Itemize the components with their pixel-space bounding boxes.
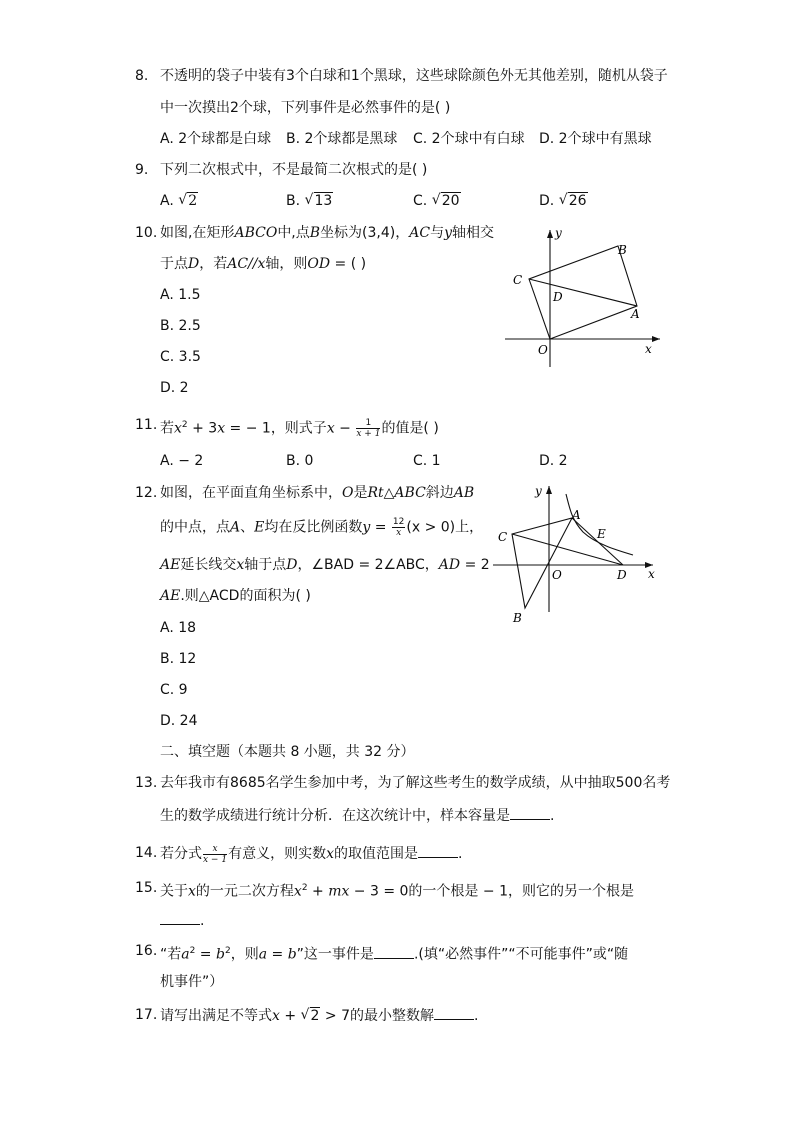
option-b: B. 2个球都是黑球: [286, 131, 398, 147]
question-text: 不透明的袋子中装有3个白球和1个黑球，这些球除颜色外无其他差别，随机从袋子: [160, 68, 668, 84]
answer-blank[interactable]: [160, 910, 200, 925]
section-title: 二、填空题（本题共 8 小题，共 32 分）: [160, 744, 415, 760]
option-label: C.: [413, 193, 428, 209]
label-a: A: [631, 307, 640, 321]
label-y: y: [535, 484, 542, 498]
label-x: x: [648, 567, 655, 581]
option-d: D. 2: [539, 453, 568, 469]
option-b: B. 0: [286, 453, 314, 469]
question-text: 生的数学成绩进行统计分析．在这次统计中，样本容量是 .: [160, 805, 554, 826]
radicand: 13: [314, 193, 333, 209]
question-number: 15.: [135, 880, 158, 896]
option-c: C. 1: [413, 453, 441, 469]
y-arrow-icon: [546, 486, 552, 494]
option-d: D. 2个球中有黑球: [539, 131, 652, 147]
option-b: B. 12: [160, 651, 197, 667]
question-text: 机事件”）: [160, 974, 224, 990]
figure-q10: [500, 222, 670, 372]
label-c: C: [498, 530, 508, 544]
radicand: 26: [568, 193, 587, 209]
question-number: 12.: [135, 485, 158, 501]
label-e: E: [597, 527, 606, 541]
option-c: C. 9: [160, 682, 188, 698]
option-c: C. 2个球中有白球: [413, 131, 525, 147]
question-text: 下列二次根式中，不是最简二次根式的是( ): [160, 162, 428, 178]
question-text: AE.则△ACD的面积为( ): [160, 588, 311, 604]
label-b: B: [618, 243, 627, 257]
sqrt-expression: √ 2: [301, 1006, 321, 1026]
option-b: [286, 191, 333, 211]
question-number: 16.: [135, 943, 158, 959]
question-text: AE延长线交x轴于点D，∠BAD = 2∠ABC，AD = 2: [160, 557, 490, 573]
radicand: 2: [188, 193, 198, 209]
option-d: D. 2: [160, 380, 189, 396]
question-text: 的中点，点A、E均在反比例函数y = $\frac{12}{x}$ (x > 0)上，: [160, 517, 484, 538]
question-number: 14.: [135, 845, 158, 861]
fraction: $\frac{x}{x - 1}$: [203, 843, 228, 865]
segment-ac: [529, 279, 637, 306]
question-text: .: [160, 910, 204, 931]
answer-blank[interactable]: [374, 944, 414, 959]
answer-blank[interactable]: [434, 1005, 474, 1020]
y-arrow-icon: [547, 230, 553, 238]
label-a: A: [572, 508, 581, 522]
option-d: D. 24: [160, 713, 198, 729]
label-y: y: [555, 226, 562, 240]
option-a: [160, 191, 198, 211]
label-o: O: [552, 568, 562, 582]
label-b: B: [513, 611, 522, 625]
question-text: 若$x^2 + 3x$ = − 1，则式子x − $\frac{1}{x + 1}$ 的值是( ): [160, 418, 439, 440]
question-text: 关于x的一元二次方程$x^2$ + mx − 3 = 0的一个根是 − 1，则它的另一个根是: [160, 883, 634, 900]
label-d: D: [553, 290, 563, 304]
question-text: “若$a^2 = b^2$，则a = b”这一事件是 .(填“必然事件”“不可能事件”或“随: [160, 941, 628, 965]
question-number: 17.: [135, 1007, 158, 1023]
triangle-abc: [512, 518, 572, 608]
answer-blank[interactable]: [510, 805, 550, 820]
x-arrow-icon: [652, 336, 660, 342]
option-a: A. 2个球都是白球: [160, 131, 272, 147]
question-number: 10.: [135, 225, 158, 241]
option-c: C. 3.5: [160, 349, 201, 365]
question-text: 去年我市有8685名学生参加中考，为了解这些考生的数学成绩，从中抽取500名考: [160, 775, 671, 791]
label-x: x: [645, 342, 652, 356]
option-label: A.: [160, 193, 174, 209]
question-number: 9.: [135, 162, 149, 178]
option-a: A. − 2: [160, 453, 204, 469]
question-number: 8.: [135, 68, 149, 84]
option-a: A. 1.5: [160, 287, 201, 303]
question-text: 如图,在矩形ABCO中,点B坐标为(3,4)，AC与y轴相交: [160, 225, 495, 241]
radicand: 20: [441, 193, 460, 209]
label-c: C: [513, 273, 523, 287]
option-b: B. 2.5: [160, 318, 201, 334]
question-number: 13.: [135, 775, 158, 791]
question-text: 请写出满足不等式x + √ 2 > 7的最小整数解 .: [160, 1005, 478, 1026]
fraction: $\frac{12}{x}$: [392, 517, 405, 538]
option-d: [539, 191, 588, 211]
option-label: D.: [539, 193, 555, 209]
question-text: 若分式 $\frac{x}{x - 1}$ 有意义，则实数x的取值范围是 .: [160, 843, 463, 865]
question-text: 如图，在平面直角坐标系中，O是Rt△ABC斜边AB: [160, 485, 475, 501]
option-label: B.: [286, 193, 301, 209]
hyperbola-curve: [566, 494, 633, 555]
option-c: [413, 191, 461, 211]
option-a: A. 18: [160, 620, 197, 636]
label-o: O: [538, 343, 548, 357]
figure-q12: [488, 480, 663, 630]
label-d: D: [617, 568, 627, 582]
fraction: $\frac{1}{x + 1}$: [356, 418, 381, 440]
answer-blank[interactable]: [418, 843, 458, 858]
question-text: 中一次摸出2个球，下列事件是必然事件的是( ): [160, 100, 451, 116]
question-number: 11.: [135, 417, 158, 433]
question-text: 于点D，若AC//x轴，则OD = ( ): [160, 256, 367, 272]
